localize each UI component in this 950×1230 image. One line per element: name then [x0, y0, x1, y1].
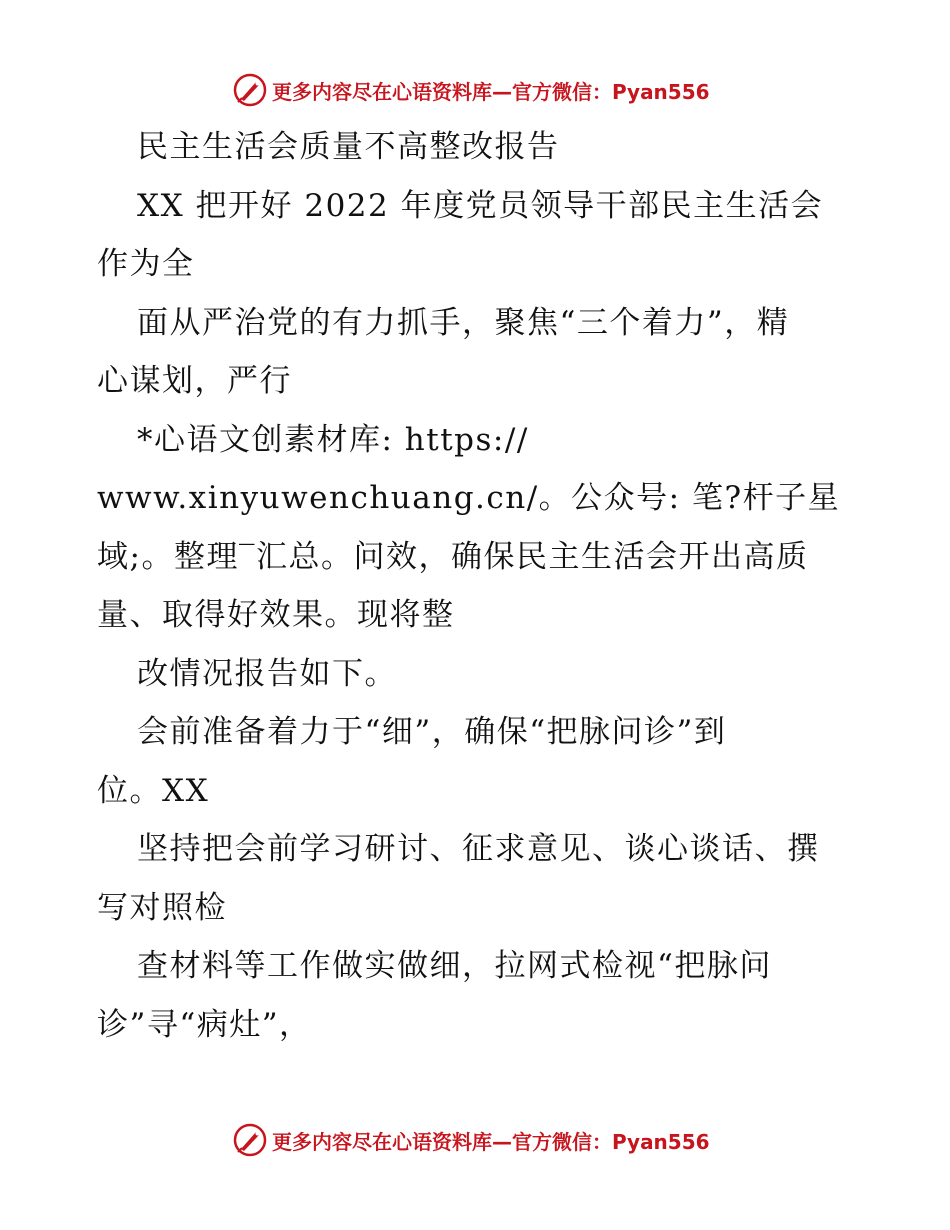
paragraph-line: 作为全 [97, 246, 195, 282]
pen-logo-icon [232, 72, 268, 108]
paragraph-line: 心谋划，严行 [97, 363, 292, 399]
pen-logo-icon [232, 1122, 268, 1158]
document-body [97, 118, 857, 1054]
footer-watermark [232, 1122, 710, 1158]
paragraph-line: 诊”寻“病灶”， [97, 1006, 312, 1043]
paragraph-line: 查材料等工作做实做细，拉网式检视“把脉问 [137, 948, 772, 984]
watermark-text: 更多内容尽在心语资料库—官方微信：Pyan556 [272, 79, 710, 104]
document-title: 民主生活会质量不高整改报告 [137, 129, 560, 165]
paragraph-line: XX 把开好 2022 年度党员领导干部民主生活会 [137, 187, 824, 224]
paragraph-line: www.xinyuwenchuang.cn/。公众号: 笔?杆子星 [97, 480, 841, 516]
section-heading-line: 会前准备着力于“细”，确保“把脉问诊”到 [137, 714, 727, 750]
paragraph-line: 改情况报告如下。 [137, 655, 397, 692]
watermark-text: 更多内容尽在心语资料库—官方微信：Pyan556 [272, 1129, 710, 1154]
paragraph-line: *心语文创素材库: https:// [137, 421, 529, 458]
header-watermark [232, 72, 710, 108]
paragraph-line: 坚持把会前学习研讨、征求意见、谈心谈话、撰 [137, 831, 820, 867]
section-heading-line: 位。XX [97, 772, 210, 809]
paragraph-line: 域;。整理‾汇总。问效，确保民主生活会开出高质 [97, 538, 809, 575]
paragraph-line: 面从严治党的有力抓手，聚焦“三个着力”，精 [137, 304, 790, 341]
paragraph-line: 量、取得好效果。现将整 [97, 597, 455, 633]
paragraph-line: 写对照检 [97, 889, 227, 926]
